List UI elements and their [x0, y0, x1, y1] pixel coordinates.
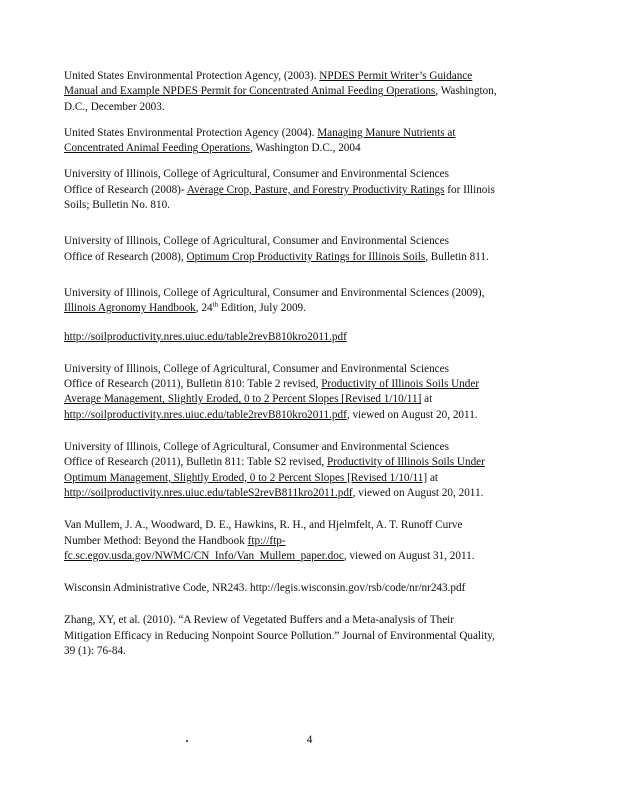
reference-text: Number Method: Beyond the Handbook	[64, 534, 248, 547]
reference-epa-2004	[64, 126, 554, 157]
reference-line	[64, 69, 554, 84]
reference-title: Average Crop, Pasture, and Forestry Productivity Ratings	[186, 183, 445, 196]
reference-text: United States Environmental Protection Agency, (2003).	[64, 70, 320, 82]
reference-text: Zhang, XY, et al. (2010). “A Review of Vegetated Buffers and a Meta-analysis of Their	[64, 614, 455, 627]
reference-text: Wisconsin Administrative Code, NR243. http://legis.wisconsin.gov/rsb/code/nr/nr243.pdf	[64, 582, 466, 595]
reference-line	[64, 613, 554, 628]
reference-line	[64, 100, 554, 115]
reference-title: Optimum Crop Productivity Ratings for Illinois Soils	[186, 250, 426, 263]
reference-text: for Illinois	[444, 183, 495, 196]
reference-text: Office of Research (2008)-	[64, 183, 187, 196]
reference-title: fc.sc.egov.usda.gov/NWMC/CN_Info/Van_Mullem_paper.doc	[64, 549, 344, 562]
reference-title: Manual and Example NPDES Permit for Concentrated Animal Feeding Operations	[64, 85, 436, 98]
reference-text: , Bulletin 811.	[425, 250, 489, 263]
reference-line	[64, 581, 554, 596]
reference-text: United States Environmental Protection Agency (2004).	[64, 126, 318, 139]
reference-van-mullem	[64, 518, 554, 564]
reference-text: , viewed on August 31, 2011.	[343, 549, 475, 562]
reference-text: Mitigation Efficacy in Reducing Nonpoint Source Pollution.” Journal of Environmental Quality,	[64, 629, 495, 642]
reference-text: University of Illinois, College of Agricultural, Consumer and Environmental Sciences	[64, 441, 449, 454]
reference-title: Managing Manure Nutrients at	[317, 126, 456, 139]
reference-text: Office of Research (2011), Bulletin 810: Table 2 revised,	[64, 378, 322, 391]
reference-line	[64, 549, 554, 564]
reference-text: at	[421, 393, 433, 406]
reference-text: Edition, July 2009.	[218, 302, 306, 315]
reference-wisconsin-nr243	[64, 581, 554, 596]
reference-list	[64, 69, 554, 659]
reference-line	[64, 455, 554, 470]
reference-title: NPDES Permit Writer’s Guidance	[319, 70, 473, 82]
reference-line	[64, 286, 554, 301]
reference-title: Average Management, Slightly Eroded, 0 to 2 Percent Slopes [Revised 1/10/11]	[64, 393, 422, 406]
reference-line	[64, 330, 554, 345]
reference-line	[64, 408, 554, 423]
reference-text: University of Illinois, College of Agricultural, Consumer and Environmental Sciences	[64, 168, 449, 181]
reference-line	[64, 644, 554, 659]
reference-uiuc-2009-handbook	[64, 286, 554, 317]
reference-link[interactable]: http://soilproductivity.nres.uiuc.edu/tableS2revB811kro2011.pdf	[64, 486, 353, 499]
reference-line	[64, 234, 554, 249]
reference-link[interactable]: http://soilproductivity.nres.uiuc.edu/table2revB810kro2011.pdf	[64, 408, 347, 421]
reference-line	[64, 198, 554, 213]
reference-text: , viewed on August 20, 2011.	[346, 408, 478, 421]
reference-line	[64, 377, 554, 392]
reference-title: Productivity of Illinois Soils Under	[327, 456, 485, 469]
reference-link[interactable]: ftp://ftp-	[247, 534, 286, 547]
reference-text: , 24	[195, 302, 213, 315]
reference-line	[64, 250, 554, 265]
reference-title: Illinois Agronomy Handbook	[64, 302, 196, 315]
reference-text: D.C., December 2003.	[64, 100, 165, 113]
reference-text: 39 (1): 76-84.	[64, 645, 126, 658]
reference-line	[64, 518, 554, 533]
reference-uiuc-2011-bulletin-811	[64, 440, 554, 501]
reference-epa-2003	[64, 69, 554, 115]
page-number: 4	[306, 734, 313, 746]
reference-zhang-2010	[64, 613, 554, 659]
reference-text: Office of Research (2011), Bulletin 811: Table S2 revised,	[64, 456, 327, 469]
reference-text: Van Mullem, J. A., Woodward, D. E., Hawkins, R. H., and Hjelmfelt, A. T. Runoff Curve	[64, 519, 463, 532]
reference-line	[64, 301, 554, 316]
reference-line	[64, 84, 554, 99]
reference-line	[64, 534, 554, 549]
reference-line	[64, 126, 554, 141]
reference-line	[64, 629, 554, 644]
reference-line	[64, 486, 554, 501]
reference-line	[64, 392, 554, 407]
reference-text: at	[427, 471, 439, 484]
reference-text: Office of Research (2008),	[64, 250, 187, 263]
reference-link[interactable]: http://soilproductivity.nres.uiuc.edu/table2revB810kro2011.pdf	[64, 330, 347, 343]
reference-line	[64, 440, 554, 455]
reference-uiuc-2008-bulletin-811	[64, 234, 554, 265]
reference-line	[64, 471, 554, 486]
reference-soil-productivity-url	[64, 330, 554, 345]
reference-text: , viewed on August 20, 2011.	[352, 486, 484, 499]
reference-uiuc-2011-bulletin-810	[64, 362, 554, 423]
reference-text: University of Illinois, College of Agricultural, Consumer and Environmental Sciences (2009),	[64, 286, 485, 299]
reference-line	[64, 167, 554, 182]
reference-text: University of Illinois, College of Agricultural, Consumer and Environmental Sciences	[64, 362, 449, 375]
reference-text: Soils; Bulletin No. 810.	[64, 199, 170, 212]
reference-line	[64, 183, 554, 198]
reference-line	[64, 362, 554, 377]
reference-title: Concentrated Animal Feeding Operations	[64, 142, 251, 155]
reference-uiuc-2008-bulletin-810	[64, 167, 554, 213]
reference-title: Optimum Management, Slightly Eroded, 0 to 2 Percent Slopes [Revised 1/10/11]	[64, 471, 428, 484]
reference-text: , Washington,	[435, 85, 497, 98]
reference-line	[64, 141, 554, 156]
reference-text: th	[212, 300, 218, 309]
reference-text: University of Illinois, College of Agricultural, Consumer and Environmental Sciences	[64, 235, 449, 248]
reference-title: Productivity of Illinois Soils Under	[321, 378, 480, 391]
reference-text: , Washington D.C., 2004	[250, 142, 361, 155]
